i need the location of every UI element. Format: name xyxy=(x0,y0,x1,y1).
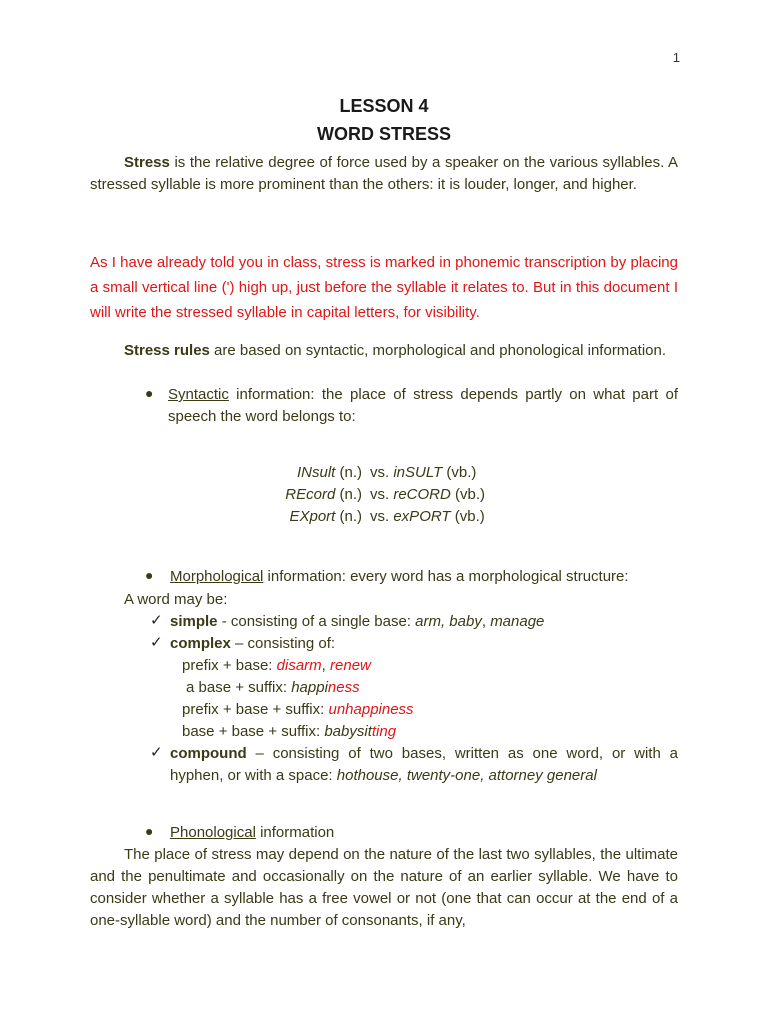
rules-text: are based on syntactic, morphological and phonological information. xyxy=(209,342,666,359)
phonological-item: Phonological information xyxy=(170,824,335,841)
bullet-icon: ● xyxy=(145,567,154,583)
compound-item: compound – consisting of two bases, written as one word, or with a hyphen, or with a space: hothouse, twenty-one, attorney general xyxy=(170,745,678,784)
complex-base-suffix: a base + suffix: happiness xyxy=(186,679,360,696)
lesson-title: LESSON 4 xyxy=(339,96,429,116)
bullet-icon: ● xyxy=(145,385,154,401)
example-verb: vs. inSULT (vb.) xyxy=(370,464,477,481)
complex-prefix-base-suffix: prefix + base + suffix: unhappiness xyxy=(182,701,414,718)
phonological-label: Phonological xyxy=(170,824,256,841)
rules-paragraph xyxy=(90,340,678,362)
intro-text: is the relative degree of force used by a speaker on the various syllables. A stressed syllable is more prominent than the others: it is louder, longer, and higher. xyxy=(90,154,678,193)
note-paragraph: As I have already told you in class, stress is marked in phonemic transcription by placing a small vertical line (') high up, just before the syllable it relates to. But in this document I will write the stressed syllable in capital letters, for visibility. xyxy=(90,254,678,321)
morphological-item: Morphological information: every word has a morphological structure: xyxy=(170,568,629,585)
intro-term: Stress xyxy=(124,154,170,171)
topic-title: WORD STRESS xyxy=(316,124,451,144)
checkmark-icon: ✓ xyxy=(150,612,163,629)
phonological-paragraph: The place of stress may depend on the nature of the last two syllables, the ultimate and the penultimate and occasionally on the nature of an earlier syllable. We have to consider whether a syllable has a free vowel or not (one that can occur at the end of a one-syllable word) and the number of consonants, if any, xyxy=(90,846,678,929)
syntactic-text: information: the place of stress depends partly on what part of speech the word belongs to: xyxy=(168,386,678,425)
page-number: 1 xyxy=(672,50,680,65)
example-noun: REcord (n.) xyxy=(285,486,362,503)
complex-prefix-base: prefix + base: disarm, renew xyxy=(182,657,371,674)
complex-base-base-suffix: base + base + suffix: babysitting xyxy=(182,723,397,740)
example-verb: vs. reCORD (vb.) xyxy=(370,486,486,503)
morphological-lead: A word may be: xyxy=(124,591,228,608)
rules-term: Stress rules xyxy=(124,342,210,359)
checkmark-icon: ✓ xyxy=(150,744,163,761)
syntactic-item xyxy=(168,384,678,428)
complex-item: complex – consisting of: xyxy=(170,635,336,652)
intro-paragraph xyxy=(90,152,678,196)
simple-item: simple - consisting of a single base: arm, baby, manage xyxy=(170,613,545,630)
example-noun: INsult (n.) xyxy=(296,464,362,481)
checkmark-icon: ✓ xyxy=(150,634,163,651)
syntactic-label: Syntactic xyxy=(168,386,229,403)
bullet-icon: ● xyxy=(145,823,154,839)
example-noun: EXport (n.) xyxy=(289,508,362,525)
morphological-label: Morphological xyxy=(170,568,264,585)
example-verb: vs. exPORT (vb.) xyxy=(370,508,485,525)
